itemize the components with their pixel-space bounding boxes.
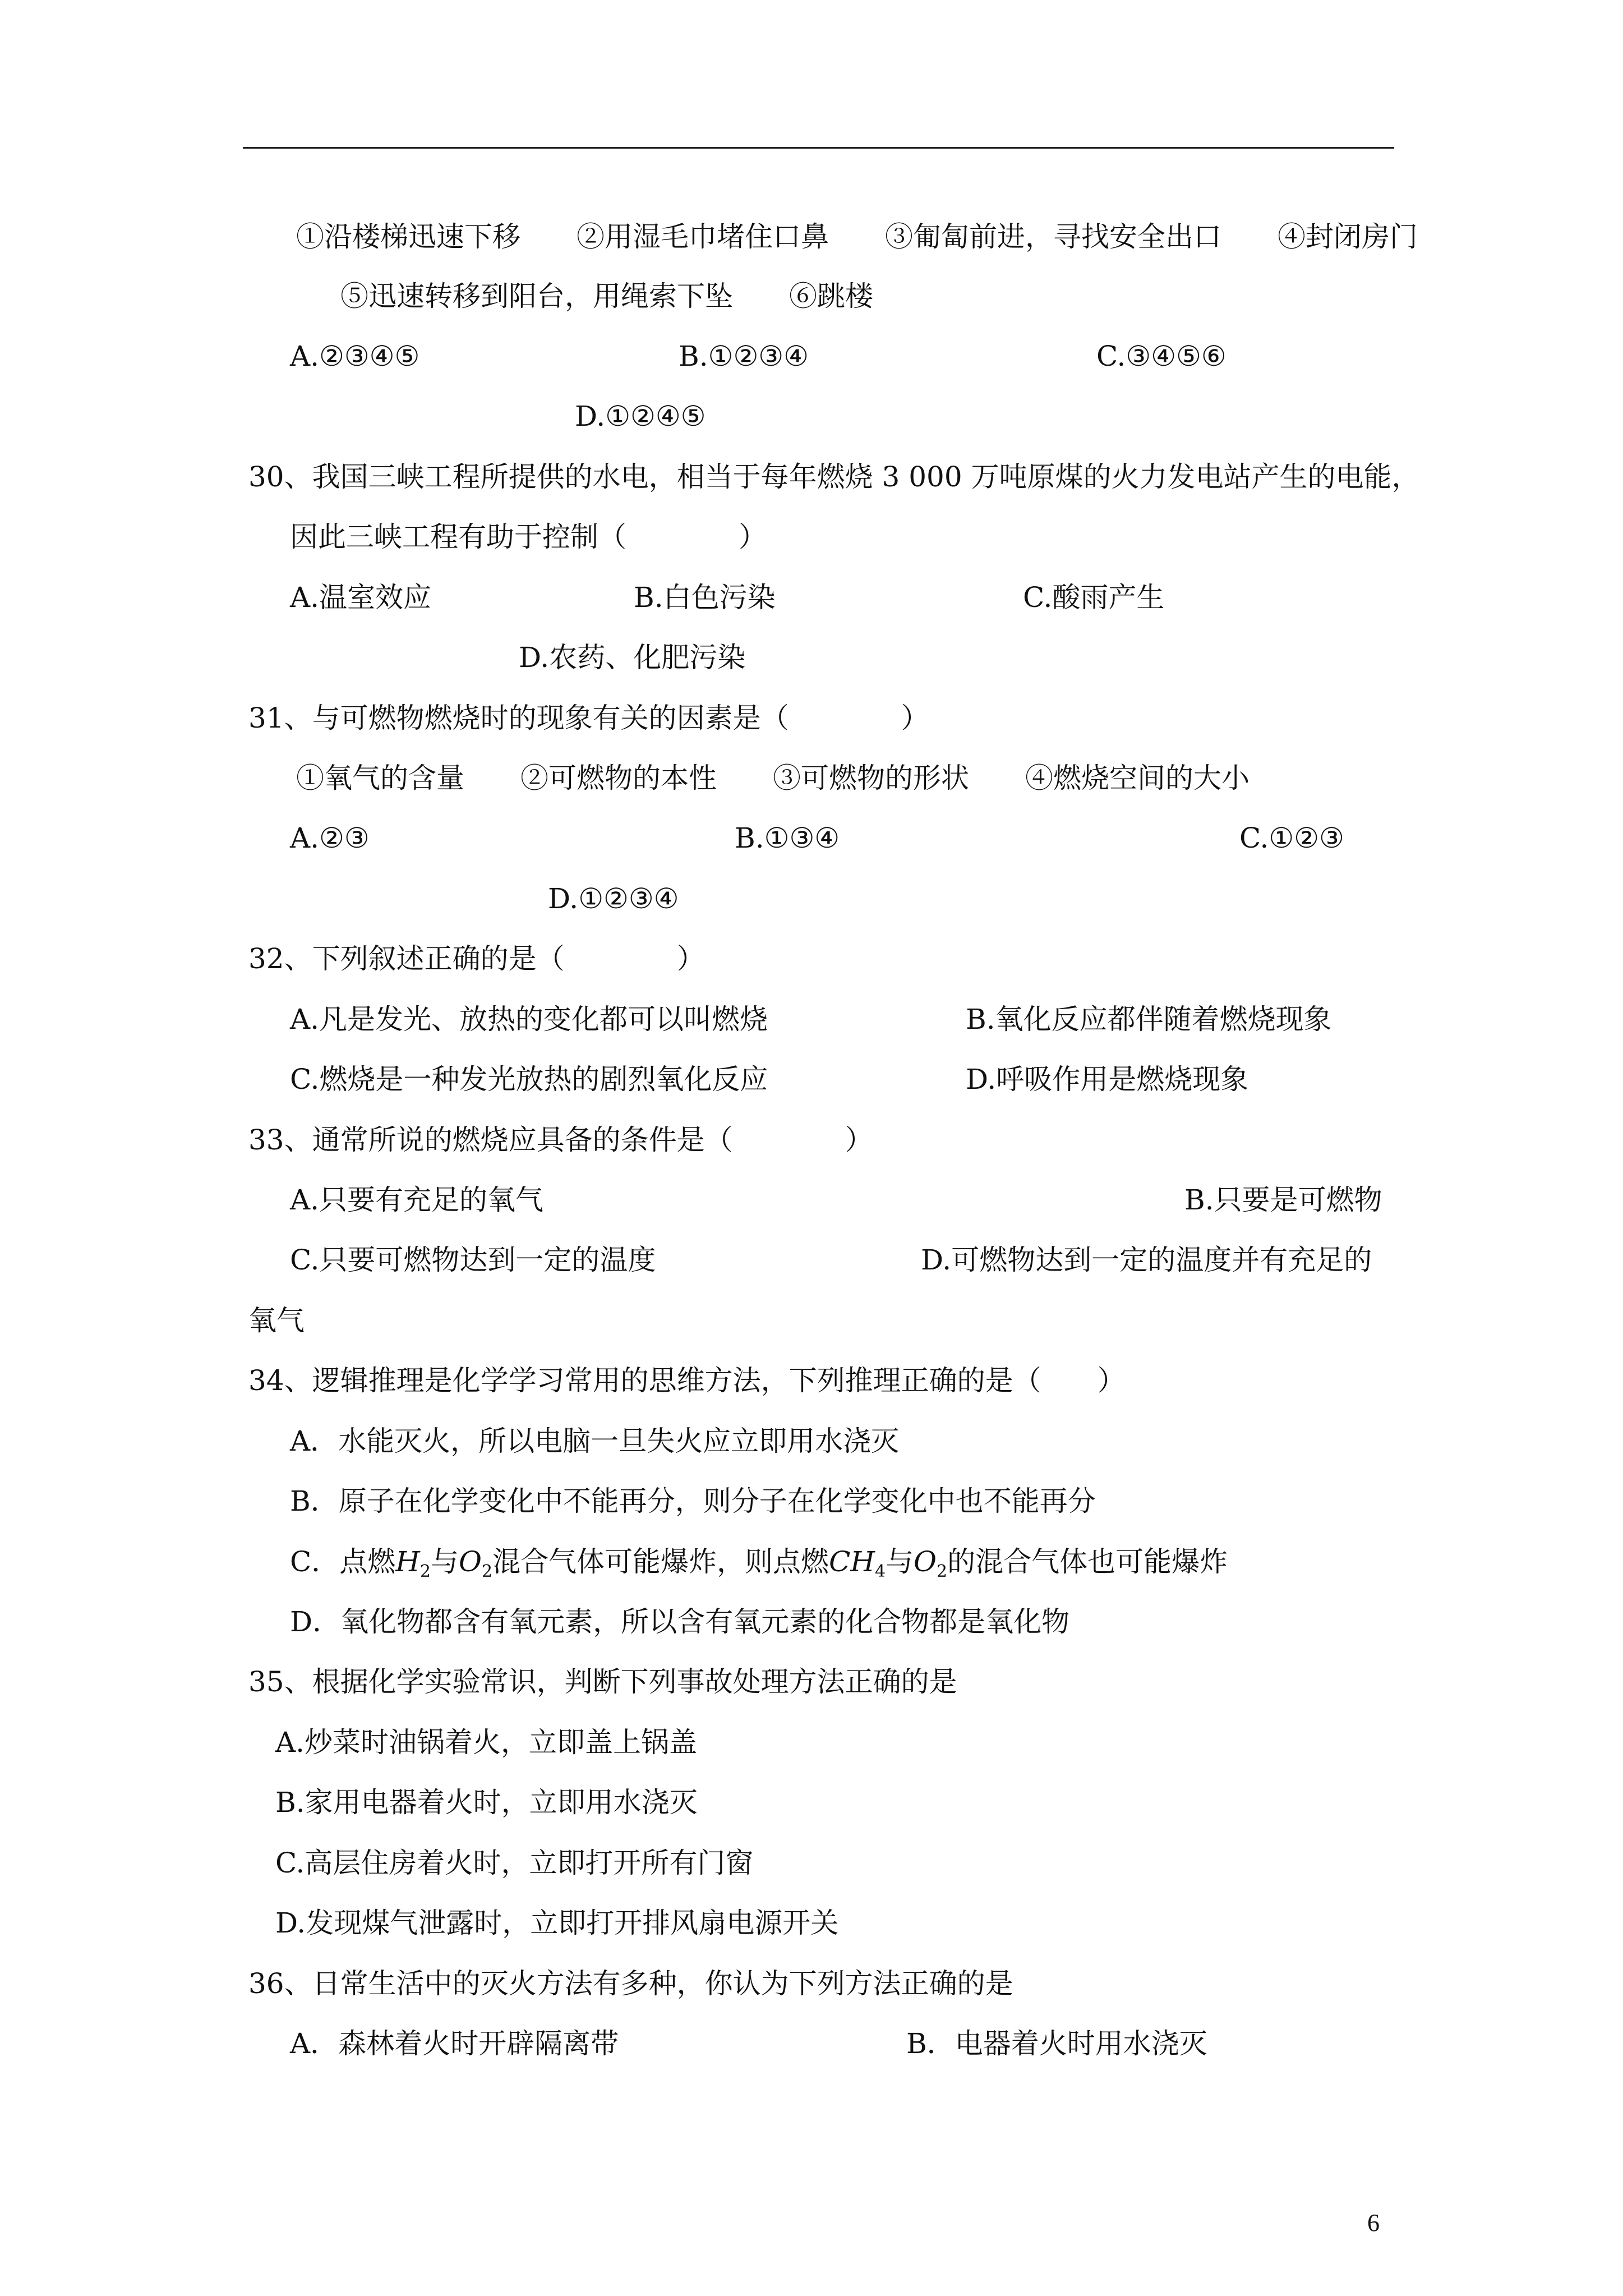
q30-stem-line1: 30、我国三峡工程所提供的水电，相当于每年燃烧 3 000 万吨原煤的火力发电站产生的电能， [248, 461, 1420, 493]
q33-option-d: D.可燃物达到一定的温度并有充足的 [921, 1244, 1372, 1276]
page-number: 6 [1367, 2209, 1380, 2237]
q30-option-b: B.白色污染 [634, 581, 776, 614]
q35-option-b: B.家用电器着火时，立即用水浇灭 [275, 1786, 698, 1819]
q30-option-c: C.酸雨产生 [1023, 581, 1165, 614]
q34-option-c [290, 1545, 1228, 1589]
q34-option-c-text-2: 与 [430, 1545, 459, 1578]
q32-option-d: D.呼吸作用是燃烧现象 [966, 1063, 1249, 1096]
q29-option-b: B.①②③④ [679, 340, 809, 372]
q30-option-d: D.农药、化肥污染 [519, 641, 746, 674]
q33-option-b: B.只要是可燃物 [1184, 1184, 1382, 1216]
q33-option-a: A.只要有充足的氧气 [290, 1184, 544, 1216]
q32-option-b: B.氧化反应都伴随着燃烧现象 [966, 1003, 1332, 1036]
q32-option-a: A.凡是发光、放热的变化都可以叫燃烧 [290, 1003, 768, 1036]
q32-stem: 32、下列叙述正确的是（ ） [248, 942, 705, 975]
q36-stem: 36、日常生活中的灭火方法有多种，你认为下列方法正确的是 [248, 1967, 1013, 2000]
q35-option-d: D.发现煤气泄露时，立即打开排风扇电源开关 [275, 1907, 839, 1939]
q34-option-a: A．水能灭火，所以电脑一旦失火应立即用水浇灭 [290, 1425, 900, 1457]
q30-stem-line2: 因此三峡工程有助于控制（ ） [290, 521, 767, 553]
q29-items-line2: ⑤迅速转移到阳台，用绳索下坠 ⑥跳楼 [340, 280, 873, 312]
q36-option-b: B．电器着火时用水浇灭 [906, 2027, 1207, 2060]
q34-option-b: B．原子在化学变化中不能再分，则分子在化学变化中也不能再分 [290, 1485, 1096, 1517]
formula-o2-second: $O_2$ [914, 1545, 948, 1581]
q29-option-a: A.②③④⑤ [290, 340, 420, 372]
formula-ch4: $CH_4$ [829, 1545, 886, 1581]
q31-items: ①氧气的含量 ②可燃物的本性 ③可燃物的形状 ④燃烧空间的大小 [296, 762, 1249, 794]
q31-option-a: A.②③ [290, 822, 370, 854]
q35-stem: 35、根据化学实验常识，判断下列事故处理方法正确的是 [248, 1665, 957, 1698]
q36-option-a: A．森林着火时开辟隔离带 [290, 2027, 619, 2060]
q29-items-line1: ①沿楼梯迅速下移 ②用湿毛巾堵住口鼻 ③匍匐前进，寻找安全出口 ④封闭房门 [296, 220, 1418, 253]
q31-option-c: C.①②③ [1239, 822, 1344, 854]
q34-option-c-text-4: 与 [886, 1545, 914, 1578]
q29-option-c: C.③④⑤⑥ [1096, 340, 1227, 372]
q32-option-c: C.燃烧是一种发光放热的剧烈氧化反应 [290, 1063, 768, 1096]
q35-option-a: A.炒菜时油锅着火，立即盖上锅盖 [275, 1726, 698, 1759]
q34-option-c-text-1: C．点燃 [290, 1545, 396, 1578]
q34-option-c-text-5: 的混合气体也可能爆炸 [947, 1545, 1228, 1578]
q31-stem: 31、与可燃物燃烧时的现象有关的因素是（ ） [248, 702, 929, 734]
q34-stem: 34、逻辑推理是化学学习常用的思维方法，下列推理正确的是（ ） [248, 1364, 1126, 1397]
q33-stem: 33、通常所说的燃烧应具备的条件是（ ） [248, 1124, 873, 1156]
q34-option-c-text-3: 混合气体可能爆炸，则点燃 [492, 1545, 829, 1578]
q33-option-d-continued: 氧气 [248, 1304, 305, 1337]
header-rule [243, 147, 1394, 149]
q31-option-b: B.①③④ [735, 822, 840, 854]
q34-option-d: D．氧化物都含有氧元素，所以含有氧元素的化合物都是氧化物 [290, 1605, 1070, 1638]
q33-option-c: C.只要可燃物达到一定的温度 [290, 1244, 656, 1276]
q35-option-c: C.高层住房着火时，立即打开所有门窗 [275, 1847, 754, 1879]
formula-o2: $O_2$ [458, 1545, 493, 1581]
q30-option-a: A.温室效应 [290, 581, 432, 614]
q31-option-d: D.①②③④ [548, 882, 679, 915]
formula-h2: $H_2$ [395, 1545, 431, 1581]
q29-option-d: D.①②④⑤ [575, 400, 706, 432]
